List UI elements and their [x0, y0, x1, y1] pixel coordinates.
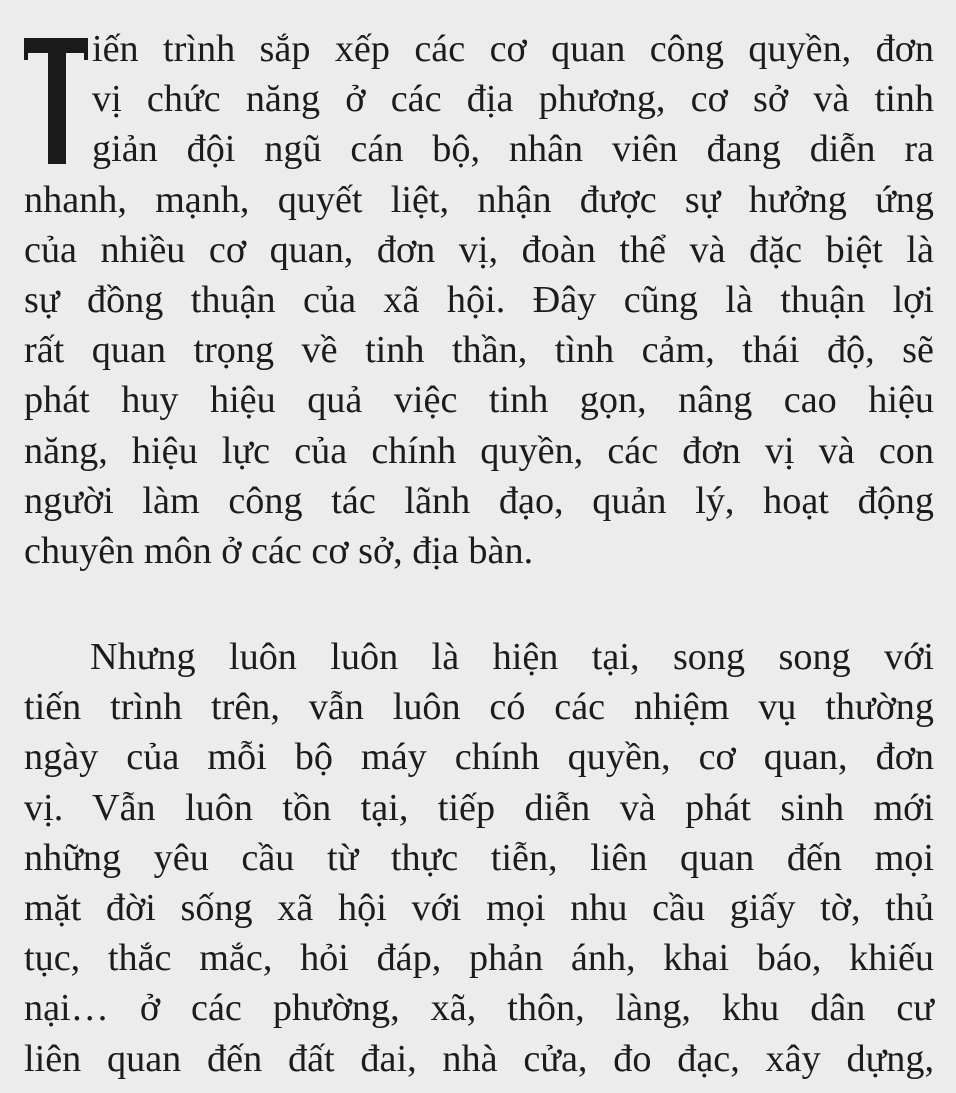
paragraph-line: Nhưng luôn luôn là hiện tại, song song với: [90, 636, 934, 679]
paragraph-line: tiến trình trên, vẫn luôn có các nhiệm vụ thường: [24, 686, 934, 729]
paragraph-line: ngày của mỗi bộ máy chính quyền, cơ quan, đơn: [24, 736, 934, 779]
paragraph-line: mặt đời sống xã hội với mọi nhu cầu giấy tờ, thủ: [24, 887, 934, 929]
paragraph-line: sự đồng thuận của xã hội. Đây cũng là thuận lợi: [24, 278, 934, 321]
paragraph-line: vị chức năng ở các địa phương, cơ sở và tinh: [92, 78, 934, 121]
paragraph-line: người làm công tác lãnh đạo, quản lý, hoạt động: [24, 479, 934, 522]
paragraph-line: chuyên môn ở các cơ sở, địa bàn.: [24, 529, 534, 572]
paragraph-line: nhanh, mạnh, quyết liệt, nhận được sự hưởng ứng: [24, 178, 934, 221]
paragraph-line: năng, hiệu lực của chính quyền, các đơn vị và con: [24, 429, 934, 472]
paragraph-line: vị. Vẫn luôn tồn tại, tiếp diễn và phát sinh mới: [24, 786, 934, 829]
paragraph-line: rất quan trọng về tinh thần, tình cảm, thái độ, sẽ: [24, 329, 934, 372]
paragraph-line: của nhiều cơ quan, đơn vị, đoàn thể và đặc biệt là: [24, 228, 934, 271]
paragraph-gap: [24, 576, 934, 632]
paragraph-line: những yêu cầu từ thực tiễn, liên quan đến mọi: [24, 836, 934, 879]
paragraph-1: [24, 24, 934, 576]
paragraph-line: giản đội ngũ cán bộ, nhân viên đang diễn ra: [92, 128, 934, 171]
paragraph-line: phát huy hiệu quả việc tinh gọn, nâng cao hiệu: [24, 379, 934, 422]
paragraph-line: nại… ở các phường, xã, thôn, làng, khu dân cư: [24, 987, 934, 1030]
paragraph-2: [24, 632, 934, 1084]
paragraph-line: iến trình sắp xếp các cơ quan công quyền, đơn: [92, 28, 934, 70]
paragraph-line: tục, thắc mắc, hỏi đáp, phản ánh, khai báo, khiếu: [24, 937, 934, 980]
paragraph-line: liên quan đến đất đai, nhà cửa, đo đạc, xây dựng,: [24, 1037, 934, 1080]
